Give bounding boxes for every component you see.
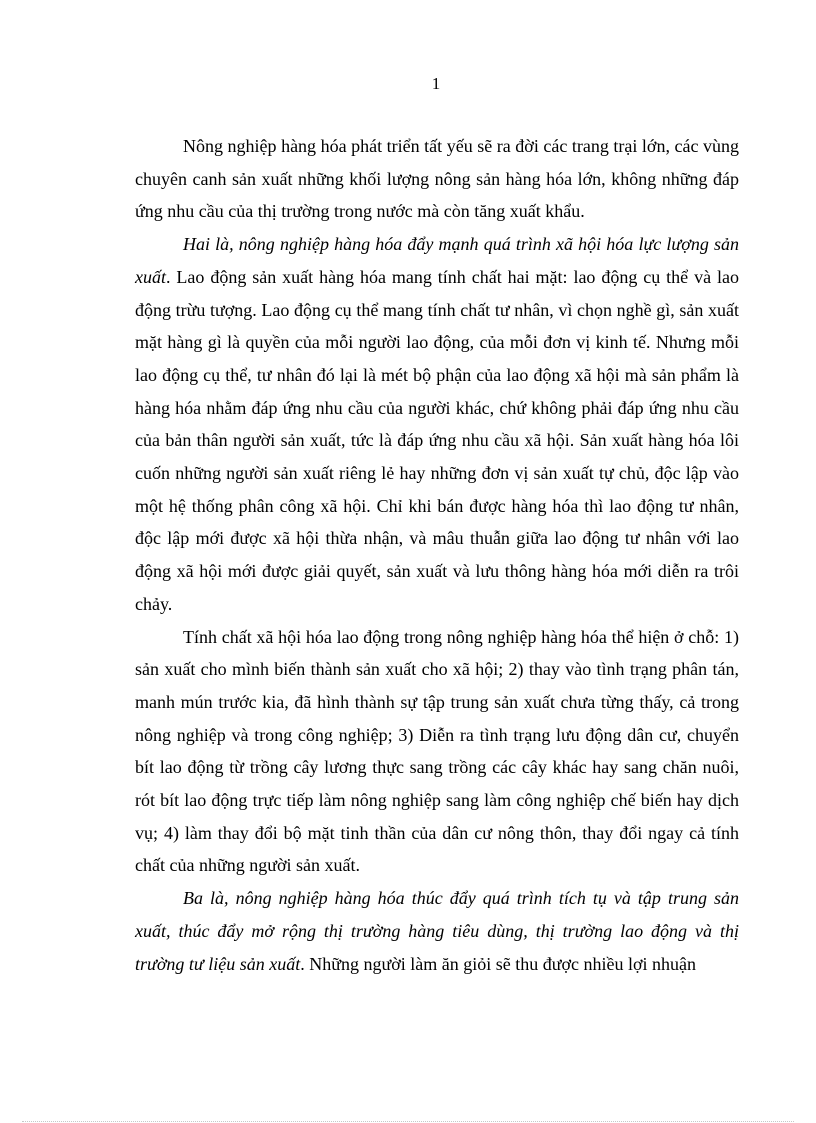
paragraph-4-text: . Những người làm ăn giỏi sẽ thu được nhiều lợi nhuận bbox=[300, 953, 697, 974]
paragraph-1 bbox=[135, 130, 739, 228]
body-text bbox=[135, 130, 739, 980]
page-number: 1 bbox=[431, 74, 441, 93]
paragraph-3-text: Tính chất xã hội hóa lao động trong nông nghiệp hàng hóa thể hiện ở chỗ: 1) sản xuất cho mình biến thành sản xuất cho xã hội; 2) thay vào tình trạng phân tán, manh mún trước kia, đã hình thành sự tập trung sản xuất chưa từng thấy, cả trong nông nghiệp và trong công nghiệp; 3) Diễn ra tình trạng lưu động dân cư, chuyển bít lao động từ trồng cây lương thực sang trồng các cây khác hay sang chăn nuôi, rót bít lao động trực tiếp làm nông nghiệp sang làm công nghiệp chế biến hay dịch vụ; 4) làm thay đổi bộ mặt tinh thần của dân cư nông thôn, thay đổi ngay cả tính chất của những người sản xuất. bbox=[135, 626, 739, 876]
paragraph-2-text: . Lao động sản xuất hàng hóa mang tính chất hai mặt: lao động cụ thể và lao động trừu tượng. Lao động cụ thể mang tính chất tư nhân, vì chọn nghề gì, sản xuất mặt hàng gì là quyền của mỗi người lao động, của mỗi đơn vị kinh tế. Nhưng mỗi lao động cụ thể, tư nhân đó lại là mét bộ phận của lao động xã hội mà sản phẩm là hàng hóa nhằm đáp ứng nhu cầu của người khác, chứ không phải đáp ứng nhu cầu của bản thân người sản xuất, tức là đáp ứng nhu cầu xã hội. Sản xuất hàng hóa lôi cuốn những người sản xuất riêng lẻ hay những đơn vị sản xuất tự chủ, độc lập vào một hệ thống phân công xã hội. Chỉ khi bán được hàng hóa thì lao động tư nhân, độc lập mới được xã hội thừa nhận, và mâu thuẫn giữa lao động tư nhân với lao động xã hội mới được giải quyết, sản xuất và lưu thông hàng hóa mới diễn ra trôi chảy. bbox=[135, 266, 739, 614]
paragraph-2 bbox=[135, 228, 739, 620]
paragraph-4 bbox=[135, 882, 739, 980]
paragraph-2-lead-italic: Hai là, nông nghiệp hàng hóa đẩy mạnh quá trình xã hội hóa lực lượng sản xuất bbox=[135, 234, 739, 287]
paragraph-3 bbox=[135, 621, 739, 883]
paragraph-1-text: Nông nghiệp hàng hóa phát triển tất yếu sẽ ra đời các trang trại lớn, các vùng chuyên canh sản xuất những khối lượng nông sản hàng hóa lớn, không những đáp ứng nhu cầu của thị trường trong nước mà còn tăng xuất khẩu. bbox=[135, 136, 739, 222]
paragraph-4-lead-italic: Ba là, nông nghiệp hàng hóa thúc đẩy quá trình tích tụ và tập trung sản xuất, thúc đẩy mở rộng thị trường hàng tiêu dùng, thị trường lao động và thị trường tư liệu sản xuất bbox=[135, 888, 739, 974]
page-bottom-divider bbox=[22, 1121, 794, 1122]
